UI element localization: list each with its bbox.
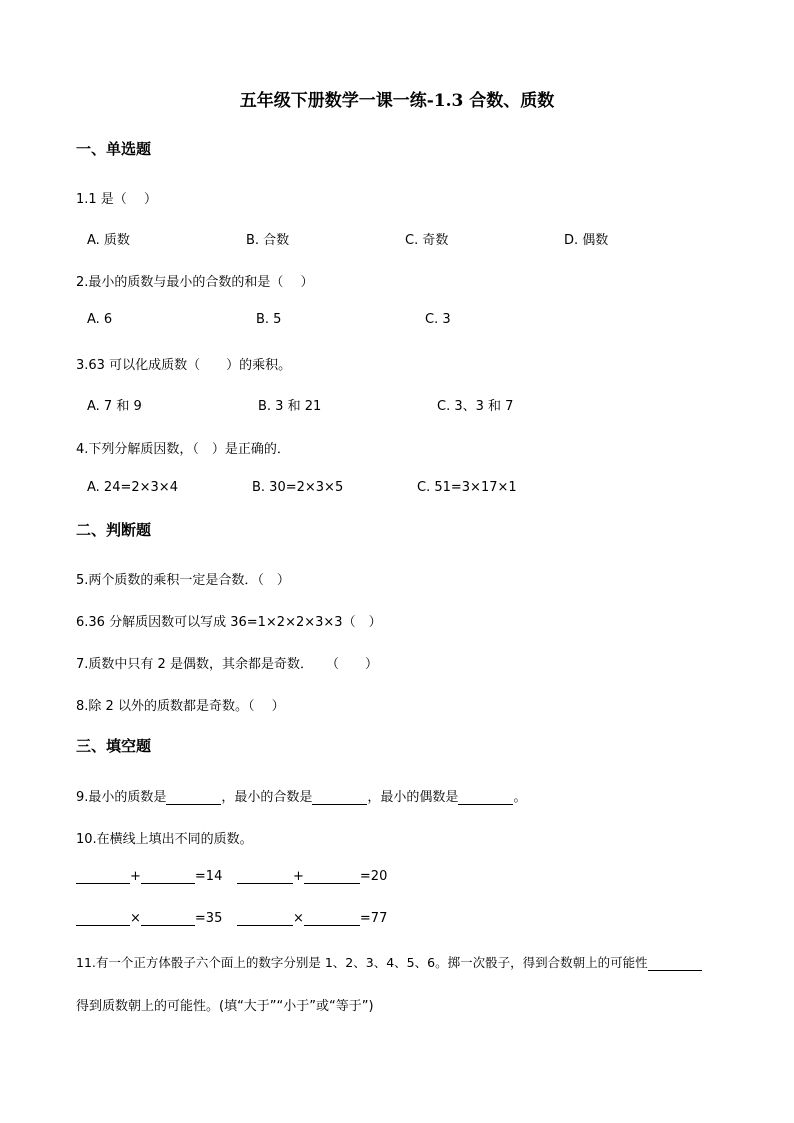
- q2-option-c[interactable]: C. 3: [425, 312, 451, 327]
- question-7: 7.质数中只有 2 是偶数，其余都是奇数． （ ）: [76, 657, 378, 672]
- section-heading-single-choice: 一、单选题: [76, 140, 152, 158]
- q10-row-1-b: [237, 869, 387, 884]
- q10-row-1-a: [76, 869, 222, 884]
- q10-row2-a-result: =35: [194, 911, 223, 926]
- q1-option-d[interactable]: D. 偶数: [564, 233, 609, 248]
- q10-row2-a-op: ×: [130, 911, 141, 926]
- q9-blank-1[interactable]: [166, 791, 221, 805]
- q10-row1-a-blank-2[interactable]: [141, 870, 195, 884]
- q1-option-a[interactable]: A. 质数: [87, 233, 130, 248]
- q10-row2-b-blank-2[interactable]: [304, 912, 360, 926]
- question-10: 10.在横线上填出不同的质数。: [76, 832, 253, 847]
- question-5: 5.两个质数的乘积一定是合数．（ ）: [76, 573, 290, 588]
- section-heading-true-false: 二、判断题: [76, 521, 152, 539]
- q2-option-a[interactable]: A. 6: [87, 312, 113, 327]
- q4-option-b[interactable]: B. 30=2×3×5: [252, 480, 344, 495]
- q10-row1-b-blank-2[interactable]: [304, 870, 360, 884]
- q1-option-c[interactable]: C. 奇数: [405, 233, 449, 248]
- question-11-line-1: [76, 953, 702, 971]
- q10-row-2-b: [237, 911, 387, 926]
- q11-text-1: 11.有一个正方体骰子六个面上的数字分别是 1、2、3、4、5、6。掷一次骰子，得到合数朝上的可能性: [76, 955, 648, 970]
- page-title: 五年级下册数学一课一练-1.3 合数、质数: [239, 91, 555, 111]
- q10-row1-a-op: +: [130, 869, 141, 884]
- question-1: 1.1 是（ ）: [76, 192, 157, 207]
- q10-row2-b-op: ×: [293, 911, 304, 926]
- q10-row2-a-blank-1[interactable]: [76, 912, 130, 926]
- q10-row1-a-blank-1[interactable]: [76, 870, 130, 884]
- q10-row2-b-result: =77: [359, 911, 388, 926]
- q10-row2-a-blank-2[interactable]: [141, 912, 195, 926]
- q3-option-b[interactable]: B. 3 和 21: [258, 399, 322, 414]
- question-11-line-2: 得到质数朝上的可能性。(填“大于”“小于”或“等于”): [76, 999, 374, 1014]
- q10-row1-b-op: +: [293, 869, 304, 884]
- q9-text-3: ，最小的偶数是: [367, 790, 459, 805]
- q9-blank-2[interactable]: [312, 791, 367, 805]
- q3-option-a[interactable]: A. 7 和 9: [87, 399, 142, 414]
- q10-row1-b-result: =20: [359, 869, 388, 884]
- q9-text-2: ，最小的合数是: [221, 790, 313, 805]
- q4-option-a[interactable]: A. 24=2×3×4: [87, 480, 178, 495]
- q10-row1-a-result: =14: [194, 869, 223, 884]
- q9-text-1: 9.最小的质数是: [76, 790, 167, 805]
- section-heading-fill-blank: 三、填空题: [76, 737, 152, 755]
- q3-option-c[interactable]: C. 3、3 和 7: [437, 399, 514, 414]
- q10-row1-b-blank-1[interactable]: [237, 870, 293, 884]
- q11-blank[interactable]: [648, 957, 702, 971]
- q9-blank-3[interactable]: [458, 791, 513, 805]
- question-8: 8.除 2 以外的质数都是奇数。（ ）: [76, 699, 285, 714]
- question-6: 6.36 分解质因数可以写成 36=1×2×2×3×3（ ）: [76, 615, 382, 630]
- q9-text-4: 。: [513, 790, 527, 805]
- question-4: 4.下列分解质因数，（ ）是正确的．: [76, 442, 290, 457]
- q10-row2-b-blank-1[interactable]: [237, 912, 293, 926]
- q1-option-b[interactable]: B. 合数: [246, 233, 290, 248]
- q4-option-c[interactable]: C. 51=3×17×1: [417, 480, 517, 495]
- question-3: 3.63 可以化成质数（ ）的乘积。: [76, 358, 292, 373]
- q10-row-2-a: [76, 911, 222, 926]
- q2-option-b[interactable]: B. 5: [256, 312, 282, 327]
- question-9: [76, 786, 526, 805]
- question-2: 2.最小的质数与最小的合数的和是（ ）: [76, 275, 314, 290]
